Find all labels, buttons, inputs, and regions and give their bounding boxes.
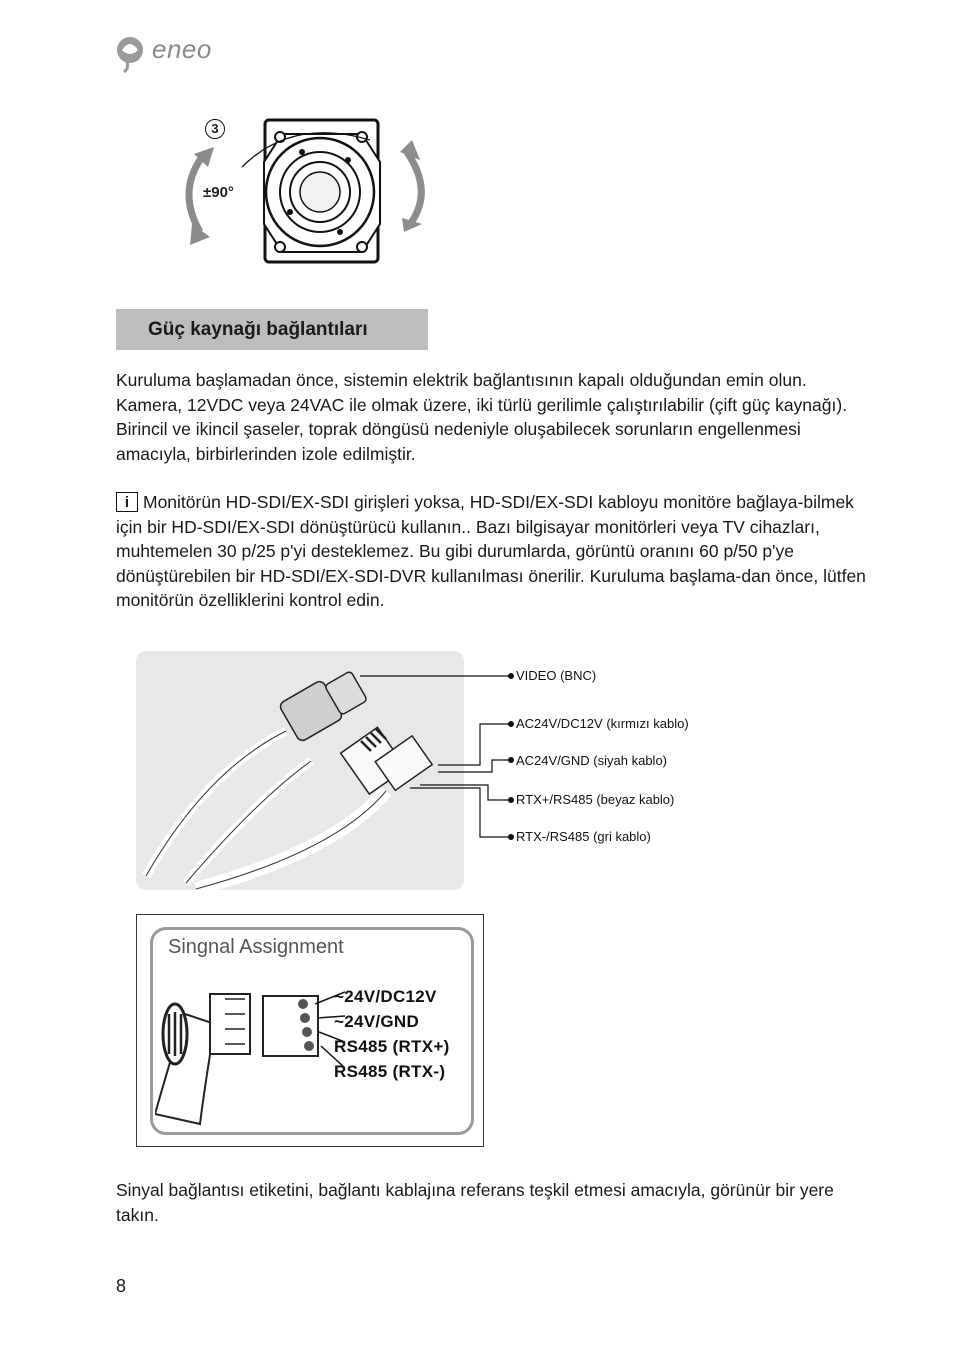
callout-video-bnc: VIDEO (BNC) <box>516 668 597 683</box>
info-icon: i <box>116 492 138 512</box>
signal-label-title: Singnal Assignment <box>168 936 344 958</box>
callout-rtx-minus: RTX-/RS485 (gri kablo) <box>516 829 651 844</box>
closing-paragraph: Sinyal bağlantısı etiketini, bağlantı kablajına referans teşkil etmesi amacıyla, görünür bir yere takın. <box>116 1180 834 1225</box>
step-number-badge: 3 <box>205 119 225 139</box>
signal-label-frame <box>150 927 474 1135</box>
pin-label-rs485-rtx-plus: RS485 (RTX+) <box>334 1037 450 1056</box>
info-paragraph <box>116 490 876 613</box>
page-number: 8 <box>116 1276 127 1296</box>
section-heading: Güç kaynağı bağlantıları <box>116 309 428 350</box>
pin-label-24v-dc12v: ~24V/DC12V <box>334 987 437 1006</box>
callout-ac24v-dc12v: AC24V/DC12V (kırmızı kablo) <box>516 716 689 731</box>
brand-logo-text: eneo <box>152 34 212 64</box>
callout-rtx-plus: RTX+/RS485 (beyaz kablo) <box>516 792 675 807</box>
callout-ac24v-gnd: AC24V/GND (siyah kablo) <box>516 753 667 768</box>
callout-leader-lines <box>360 660 520 850</box>
rotation-angle-label: ±90° <box>203 184 234 201</box>
pin-label-rs485-rtx-minus: RS485 (RTX-) <box>334 1062 446 1081</box>
signal-assignment-label <box>136 914 484 1147</box>
terminal-block-illustration <box>155 974 345 1134</box>
pin-label-24v-gnd: ~24V/GND <box>334 1012 420 1031</box>
info-text: Monitörün HD-SDI/EX-SDI girişleri yoksa, HD-SDI/EX-SDI kabloyu monitöre bağlaya-bilmek için bir HD-SDI/EX-SDI dönüştürücü kullanın.. Bazı bilgisayar monitörleri veya TV cihazları, muhtemelen 30 p/25 p'yi desteklemez. Bu gibi durumlarda, görüntü oranını 60 p/50 p'ye dönüştürebilen bir HD-SDI/EX-SDI-DVR kullanılması önerilir. Kuruluma başlama-dan önce, lütfen monitörün özelliklerini kontrol edin. <box>116 492 866 610</box>
intro-paragraph: Kuruluma başlamadan önce, sistemin elektrik bağlantısının kapalı olduğundan emin olun. Kamera, 12VDC veya 24VAC ile olmak üzere, iki türlü gerilimle çalıştırılabilir (çift güç kaynağı). Birincil ve ikincil şaseler, toprak döngüsü nedeniyle oluşabilecek sorunların engellenmesi amacıyla, birbirlerinden izole edilmiştir. <box>116 370 848 464</box>
